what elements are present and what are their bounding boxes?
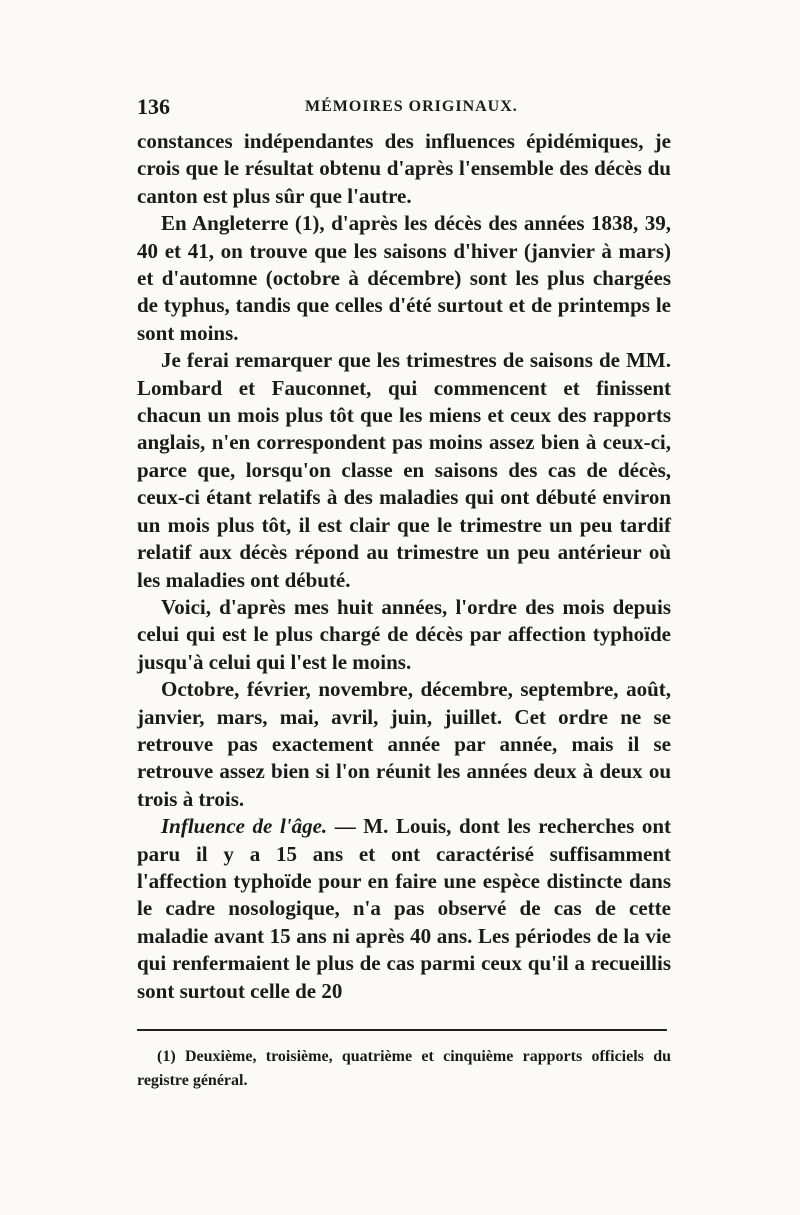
section-lead-italic: Influence de l'âge. (161, 814, 328, 839)
paragraph-months-order: Octobre, février, novembre, décembre, septembre, août, janvier, mars, mai, avril, juin, juillet. Cet ordre ne se retrouve pas exactement année par année, mais il se retrouve assez bien si l'on réunit les années deux à deux ou trois à trois. (137, 677, 671, 811)
paragraph-order-intro: Voici, d'après mes huit années, l'ordre des mois depuis celui qui est le plus chargé de décès par affection typhoïde jusqu'à celui qui l'est le moins. (137, 594, 671, 674)
paragraph-age-influence (137, 813, 671, 1005)
document-page (137, 88, 671, 1109)
running-head: MÉMOIRES ORIGINAUX. (305, 98, 518, 115)
footnote: (1) Deuxième, troisième, quatrième et cinquième rapports officiels du registre général. (137, 1048, 671, 1089)
footnote-divider (137, 1029, 667, 1031)
paragraph-trimestres: Je ferai remarquer que les trimestres de saisons de MM. Lombard et Fauconnet, qui commencent et finissent chacun un mois plus tôt que les miens et ceux des rapports anglais, n'en correspondent pas moins assez bien à ceux-ci, parce que, lorsqu'on classe en saisons des cas de décès, ceux-ci étant relatifs à des maladies qui ont débuté environ un mois plus tôt, il est clair que le trimestre un peu tardif relatif aux décès répond au trimestre un peu antérieur où les maladies ont débuté. (137, 348, 671, 592)
paragraph-england: En Angleterre (1), d'après les décès des années 1838, 39, 40 et 41, on trouve que les saisons d'hiver (janvier à mars) et d'automne (octobre à décembre) sont les plus chargées de typhus, tandis que celles d'été surtout et de printemps le sont moins. (137, 211, 671, 345)
paragraph-age-text: — M. Louis, dont les recherches ont paru il y a 15 ans et ont caractérisé suffisamment l'affection typhoïde pour en faire une espèce distincte dans le cadre nosologique, n'a pas observé de cas de cette maladie avant 15 ans ni après 40 ans. Les périodes de la vie qui renfermaient le plus de cas parmi ceux qu'il a recueillis sont surtout celle de 20 (137, 814, 671, 1003)
page-header (137, 88, 671, 128)
body-text (137, 128, 671, 1005)
page-number: 136 (137, 94, 170, 119)
paragraph-continuation: constances indépendantes des influences épidémiques, je crois que le résultat obtenu d'après l'ensemble des décès du canton est plus sûr que l'autre. (137, 129, 671, 208)
